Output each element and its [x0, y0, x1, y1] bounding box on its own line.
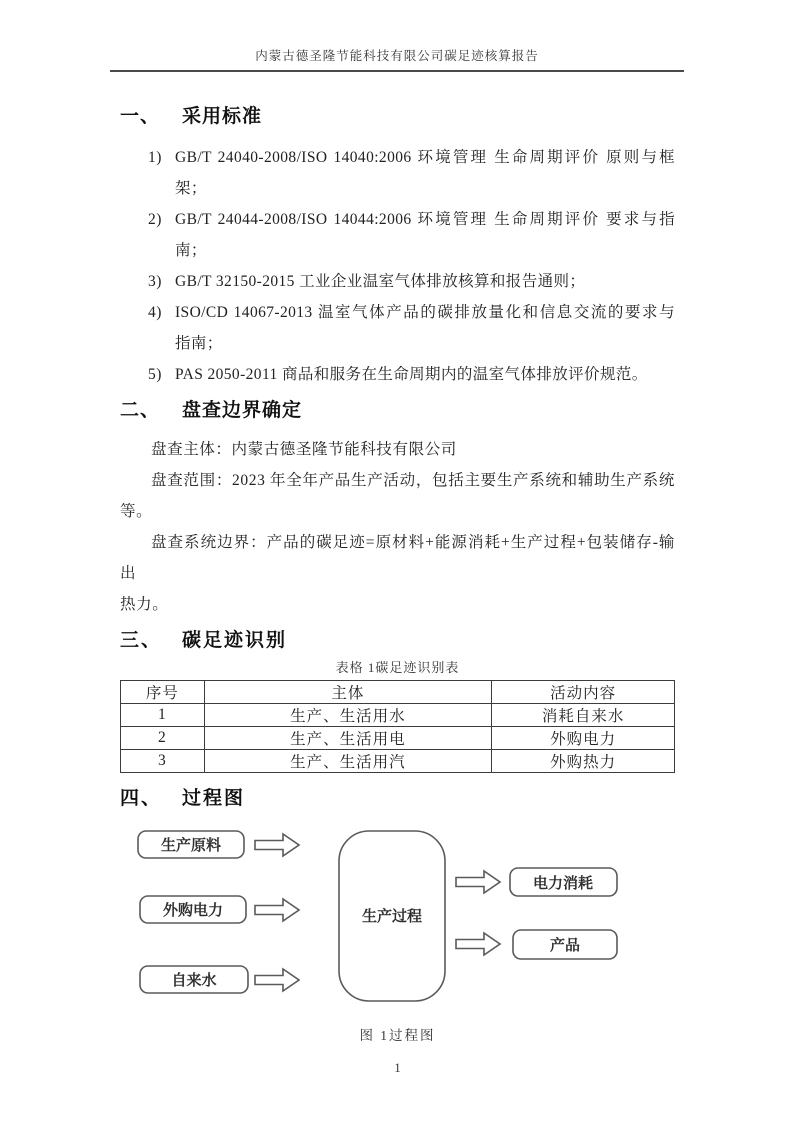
paragraph-line: 盘查系统边界：产品的碳足迹=原材料+能源消耗+生产过程+包装储存-输出: [120, 534, 675, 582]
page-header: [110, 48, 684, 72]
list-item-text: GB/T 24040-2008/ISO 14040:2006 环境管理 生命周期评价 原则与框: [175, 149, 675, 166]
input-box-label: 生产原料: [160, 837, 222, 854]
list-item-number: 5): [148, 366, 162, 383]
section-heading-boundary: [120, 398, 675, 424]
paragraph-line: 热力。: [120, 596, 169, 613]
paragraph: [120, 527, 675, 620]
paragraph-line: 盘查范围：2023 年全年产品生产活动，包括主要生产系统和辅助生产系统: [151, 472, 675, 489]
cell-activity: 外购热力: [492, 750, 675, 773]
cell-no: 2: [121, 727, 205, 750]
input-box-label: 外购电力: [162, 902, 224, 919]
list-item-text: GB/T 24044-2008/ISO 14044:2006 环境管理 生命周期评价 要求与指: [175, 211, 675, 228]
list-item-text: 南；: [175, 242, 207, 259]
output-box-label: 电力消耗: [532, 875, 594, 892]
list-item: [120, 297, 675, 359]
column-header-activity: 活动内容: [492, 681, 675, 704]
list-item-number: 2): [148, 211, 162, 228]
cell-activity: 外购电力: [492, 727, 675, 750]
right-arrow-icon: [456, 871, 500, 893]
table-header-row: [121, 681, 675, 704]
boundary-paragraphs: [120, 434, 675, 620]
list-item-text: 架；: [175, 180, 207, 197]
process-box-label: 生产过程: [361, 908, 423, 925]
column-header-no: 序号: [121, 681, 205, 704]
section-number: 三、: [120, 630, 163, 651]
table-row: [121, 704, 675, 727]
section-number: 一、: [120, 106, 161, 127]
list-item: [120, 204, 675, 266]
page-number: 1: [394, 1061, 401, 1075]
cell-activity: 消耗自来水: [492, 704, 675, 727]
table-caption: 表格 1碳足迹识别表: [335, 660, 460, 675]
section-title: 采用标准: [182, 106, 263, 127]
footprint-identification-table: [120, 680, 675, 773]
paragraph-line: 等。: [120, 503, 153, 520]
list-item-number: 3): [148, 273, 162, 290]
list-item-number: 4): [148, 304, 162, 321]
section-title: 盘查边界确定: [182, 400, 303, 421]
list-item: [120, 142, 675, 204]
list-item-text: GB/T 32150-2015 工业企业温室气体排放核算和报告通则；: [175, 273, 586, 290]
cell-subject: 生产、生活用电: [204, 727, 492, 750]
right-arrow-icon: [255, 899, 299, 921]
table-row: [121, 750, 675, 773]
right-arrow-icon: [255, 969, 299, 991]
header-title: 内蒙古德圣隆节能科技有限公司碳足迹核算报告: [255, 49, 539, 63]
cell-no: 1: [121, 704, 205, 727]
cell-subject: 生产、生活用汽: [204, 750, 492, 773]
paragraph-line: 盘查主体：内蒙古德圣隆节能科技有限公司: [151, 441, 457, 458]
paragraph: [120, 465, 675, 527]
section-number: 四、: [120, 788, 163, 809]
section-heading-standards: [120, 104, 675, 130]
section-number: 二、: [120, 400, 161, 421]
process-flow-diagram: [120, 824, 675, 1019]
section-title: 碳足迹识别: [182, 630, 288, 651]
table-row: [121, 727, 675, 750]
cell-subject: 生产、生活用水: [204, 704, 492, 727]
list-item-number: 1): [148, 149, 162, 166]
list-item-text: ISO/CD 14067-2013 温室气体产品的碳排放量化和信息交流的要求与: [175, 304, 675, 321]
figure-caption: 图 1过程图: [359, 1028, 436, 1043]
right-arrow-icon: [255, 834, 299, 856]
input-box-label: 自来水: [171, 972, 217, 989]
output-box-label: 产品: [549, 937, 581, 954]
paragraph: [120, 434, 675, 465]
page-content: [120, 104, 675, 1076]
list-item-text: 指南；: [175, 335, 223, 352]
section-title: 过程图: [182, 788, 246, 809]
section-heading-identification: [120, 628, 675, 654]
list-item: [120, 359, 675, 390]
list-item-text: PAS 2050-2011 商品和服务在生命周期内的温室气体排放评价规范。: [175, 366, 648, 383]
process-flow-svg: [120, 824, 677, 1019]
right-arrow-icon: [456, 933, 500, 955]
standards-list: [120, 142, 675, 390]
section-heading-process: [120, 786, 675, 812]
list-item: [120, 266, 675, 297]
cell-no: 3: [121, 750, 205, 773]
column-header-subject: 主体: [204, 681, 492, 704]
